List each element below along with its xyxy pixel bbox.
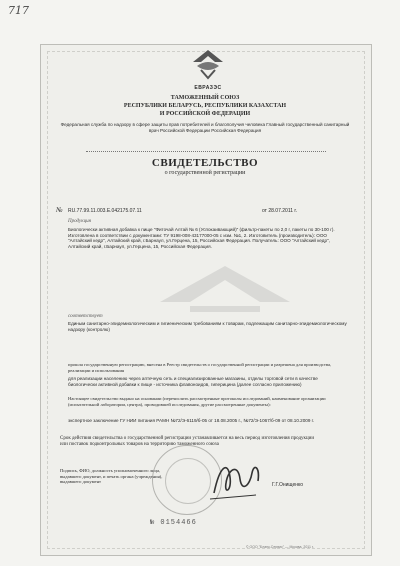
product-description: Биологически активная добавка к пище "Фиточай Алтай № 6 (Успокаивающий)" (фильтр-пакеты по 2,0 г, пакеты по 30-100 г). Изготовлена в соответствии с документами: ТУ 9198-008-43177000-05 с изм. №1, 2. Изготовитель (производитель): ООО "Алтайский кедр", Алтайский край, г.Барнаул, ул.Герцена, 15, Российская Федерация. Получатель: ООО "Алтайский кедр", Алтайский край, г.Барнаул, ул.Герцена, 15, Российская Федерация. (68, 227, 335, 249)
page-number: 717 (8, 4, 29, 17)
compliance-text: Единым санитарно-эпидемиологическим и гигиеническим требованиям к товарам, подлежащим санитарно-эпидемиологическому надзору (контролю) (68, 321, 347, 332)
logo-caption: ЕВРАЗЭС (194, 85, 222, 91)
validity-text: Срок действия свидетельства о государственной регистрации устанавливается на весь период изготовления продукции или поставок подконтрольных товаров на территорию таможенного союза (60, 436, 315, 447)
serial-number: № 0154466 (150, 519, 197, 527)
usage-text: для реализации населению через аптечную сеть и специализированные магазины, отделы торговой сети в качестве биологически активной добавки к пище - источника флавоноидов, гиперицина (далее согласно приложению) (68, 376, 318, 387)
header-line-3: И РОССИЙСКОЙ ФЕДЕРАЦИИ (159, 111, 251, 117)
reg-number: RU.77.99.11.003.Е.042175.07.11 (68, 208, 142, 214)
certificate-subtitle: о государственной регистрации (164, 170, 246, 176)
header-line-2: РЕСПУБЛИКИ БЕЛАРУСЬ, РЕСПУБЛИКИ КАЗАХСТАН (123, 103, 287, 109)
printer-note: © ООО "Бланк-Сервис" — Москва, 2011 г. (246, 545, 314, 549)
product-label: Продукция (68, 219, 91, 224)
basis-text: Настоящее свидетельство выдано на основании (перечислить рассмотренные протоколы исследований, наименование организации (испытательной лаборатории, центра), проводившей исследования, другие рассмотренные документы): (68, 396, 326, 407)
watermark-icon (150, 262, 300, 317)
official-label: Подпись, ФИО, должность уполномоченного лица, выдавшего документ, и печать органа (учреждения), выдавшего документ (60, 468, 163, 485)
signature-icon (206, 455, 266, 503)
basis-documents: экспертное заключение ГУ НИИ питания РАМН №72/Э-6119/б-05 от 18.08.2005 г., №72/Э-1067/б-09 от 08.10.2009 г. (68, 418, 315, 423)
divider (86, 151, 326, 152)
reg-date: от 28.07.2011 г. (262, 208, 297, 214)
signatory-name: Г.Г.Онищенко (272, 482, 304, 488)
registry-text: прошла государственную регистрацию, внесена в Реестр свидетельств о государственной регистрации и разрешена для производства, реализации и использования (68, 362, 332, 373)
issuing-agency: Федеральная служба по надзору в сфере защиты прав потребителей и благополучия человека Главный государственный санитарный врач Российской Федерации Российская Федерация (60, 122, 350, 133)
header-line-1: ТАМОЖЕННЫЙ СОЮЗ (170, 95, 240, 101)
certificate-title: СВИДЕТЕЛЬСТВО (151, 157, 259, 169)
reg-number-label: № (56, 206, 63, 214)
compliance-label: соответствует (68, 314, 103, 319)
eurasec-logo-icon (191, 48, 225, 84)
